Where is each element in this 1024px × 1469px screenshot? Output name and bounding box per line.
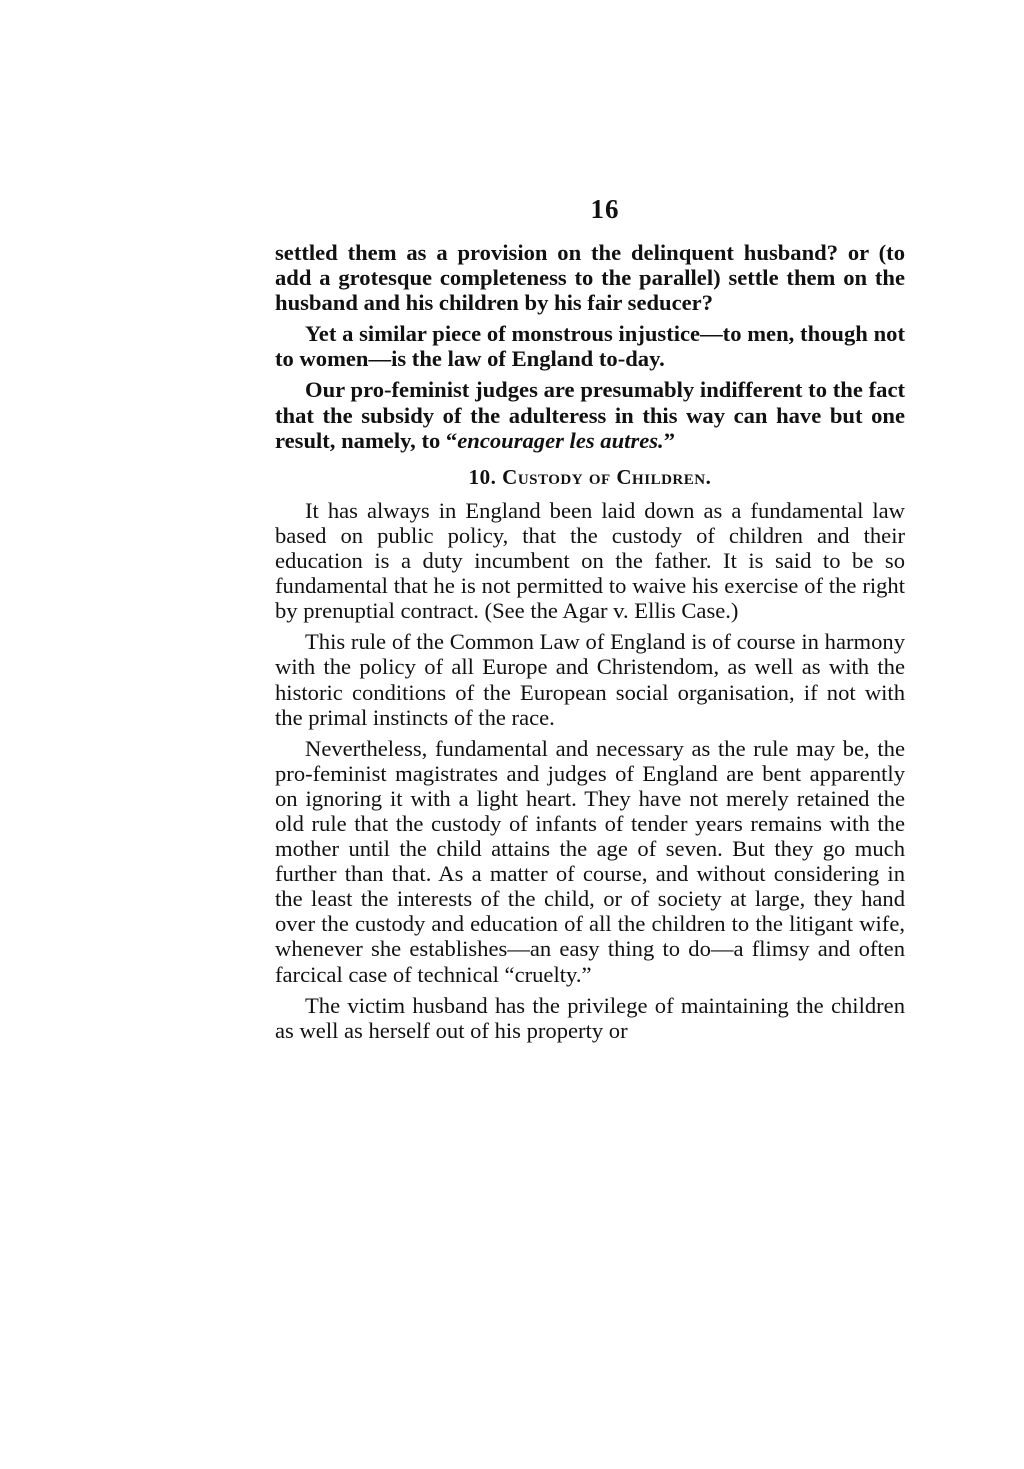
page-number: 16 bbox=[590, 194, 620, 224]
paragraph-custody-law: It has always in England been laid down as a fundamental law based on public policy, that the custody of children and their education is a duty incumbent on the father. It is said to be so fundamental that he is not permitted to waive his exercise of the right by prenuptial contract. (See the Agar v. Ellis Case.) bbox=[275, 497, 905, 624]
paragraph-continuation: settled them as a provision on the delinquent husband? or (to add a grotesque completeness to the parallel) settle them on the husband and his children by his fair seducer? bbox=[275, 240, 905, 316]
body-text bbox=[275, 240, 905, 1049]
paragraph-injustice: Yet a similar piece of monstrous injustice—to men, though not to women—is the law of England to-day. bbox=[275, 321, 905, 372]
paragraph-nevertheless: Nevertheless, fundamental and necessary as the rule may be, the pro-feminist magistrates and judges of England are bent apparently on ignoring it with a light heart. They have not merely retained the old rule that the custody of infants of tender years remains with the mother until the child attains the age of seven. But they go much further than that. As a matter of course, and without considering in the least the interests of the child, or of society at large, they hand over the custody and education of all the children to the litigant wife, whenever she establishes—an easy thing to do—a flimsy and often farcical case of technical “cruelty.” bbox=[275, 735, 905, 987]
paragraph-text: Our pro-feminist judges are presumably indifferent to the fact that the subsidy of the adulteress in this way can have but one result, namely, to “ bbox=[275, 377, 905, 453]
section-heading: 10. Custody of Children. bbox=[468, 464, 712, 489]
paragraph-common-law: This rule of the Common Law of England is of course in harmony with the policy of all Europe and Christendom, as well as with the historic conditions of the European social organisation, if not with the primal instincts of the race. bbox=[275, 629, 905, 730]
italic-quote: encourager les autres. bbox=[457, 427, 664, 453]
paragraph-victim-husband: The victim husband has the privilege of maintaining the children as well as herself out of his property or bbox=[275, 992, 905, 1043]
paragraph-pro-feminist-judges bbox=[275, 377, 905, 452]
closing-quote: ” bbox=[663, 427, 676, 453]
